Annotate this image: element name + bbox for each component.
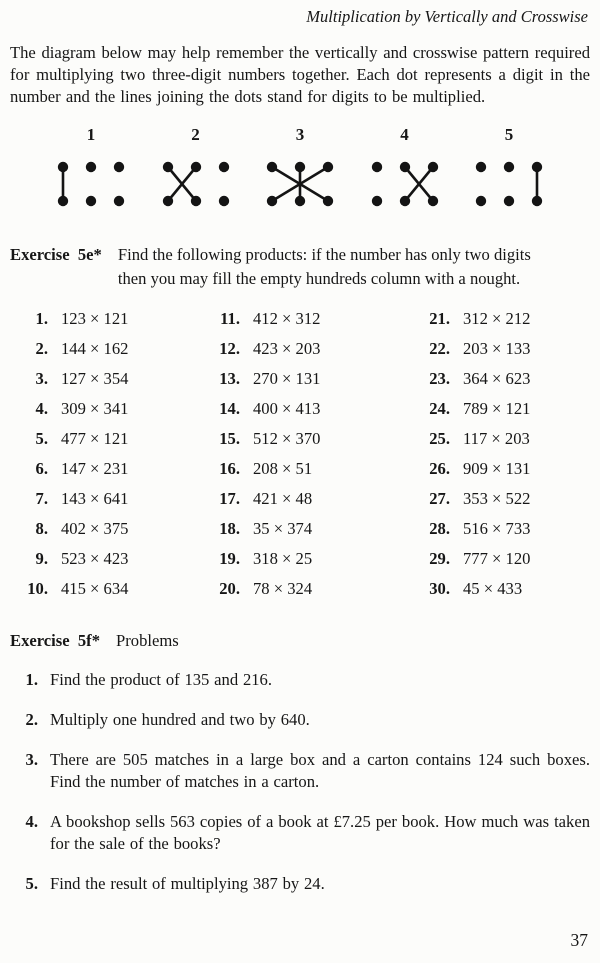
problem-item bbox=[204, 369, 414, 389]
problem-item bbox=[414, 399, 590, 419]
pattern-figure bbox=[159, 124, 233, 219]
pattern-label: 1 bbox=[86, 125, 96, 144]
problem-expression: 309 × 341 bbox=[61, 399, 129, 418]
exercise-5f-label: Exercise 5f* bbox=[10, 631, 101, 650]
instruction-line: then you may fill the empty hundreds column with a nought. bbox=[117, 269, 521, 288]
problem-item bbox=[204, 309, 414, 329]
problem-number: 22. bbox=[429, 339, 450, 358]
problem-number: 27. bbox=[429, 489, 450, 508]
problem-number: 9. bbox=[35, 549, 48, 568]
problem-expression: 78 × 324 bbox=[253, 579, 313, 598]
problem-number: 25. bbox=[429, 429, 450, 448]
problem-number: 28. bbox=[429, 519, 450, 538]
problem-expression: 364 × 623 bbox=[463, 369, 531, 388]
problem-item bbox=[414, 519, 590, 539]
problem-item bbox=[414, 369, 590, 389]
problem-expression: 402 × 375 bbox=[61, 519, 129, 538]
problem-number: 3. bbox=[25, 750, 38, 769]
problem-number: 15. bbox=[219, 429, 240, 448]
word-problem bbox=[10, 749, 590, 793]
problems-column-3 bbox=[414, 309, 590, 599]
problem-expression: 35 × 374 bbox=[253, 519, 313, 538]
problems-column-1 bbox=[12, 309, 204, 599]
intro-paragraph: The diagram below may help remember the vertically and crosswise pattern required for multiplying two three-digit numbers together. Each dot represents a digit in the number and the lines joining the dots stand for digits to be multiplied. bbox=[10, 43, 590, 106]
pattern-dots-svg bbox=[368, 152, 442, 214]
problem-item bbox=[12, 339, 204, 359]
problem-number: 29. bbox=[429, 549, 450, 568]
problem-item bbox=[414, 459, 590, 479]
problem-expression: 127 × 354 bbox=[61, 369, 129, 388]
exercise-5f-heading bbox=[10, 629, 590, 653]
running-head-title: Multiplication by Vertically and Crosswise bbox=[306, 7, 588, 26]
problem-expression: 777 × 120 bbox=[463, 549, 531, 568]
exercise-5e-heading bbox=[10, 243, 590, 291]
problem-expression: 412 × 312 bbox=[253, 309, 321, 328]
problem-number: 16. bbox=[219, 459, 240, 478]
problem-expression: 353 × 522 bbox=[463, 489, 531, 508]
problem-item bbox=[12, 399, 204, 419]
problem-text: Multiply one hundred and two by 640. bbox=[50, 710, 310, 729]
exercise-5e-instruction bbox=[118, 243, 531, 291]
problem-number: 3. bbox=[35, 369, 48, 388]
page-number: 37 bbox=[570, 930, 588, 950]
problem-number: 12. bbox=[219, 339, 240, 358]
problem-number: 5. bbox=[35, 429, 48, 448]
problem-text: Find the product of 135 and 216. bbox=[50, 670, 272, 689]
problem-expression: 512 × 370 bbox=[253, 429, 321, 448]
problem-number: 1. bbox=[25, 670, 38, 689]
problem-expression: 117 × 203 bbox=[463, 429, 530, 448]
problem-number: 2. bbox=[25, 710, 38, 729]
problem-item bbox=[414, 489, 590, 509]
pattern-figure bbox=[263, 124, 337, 219]
problem-number: 30. bbox=[429, 579, 450, 598]
problem-expression: 909 × 131 bbox=[463, 459, 531, 478]
problem-text: Find the result of multiplying 387 by 24. bbox=[50, 874, 325, 893]
problem-number: 8. bbox=[35, 519, 48, 538]
problem-item bbox=[414, 339, 590, 359]
problem-number: 7. bbox=[35, 489, 48, 508]
problem-expression: 477 × 121 bbox=[61, 429, 129, 448]
problem-item bbox=[12, 309, 204, 329]
problem-number: 4. bbox=[25, 812, 38, 831]
pattern-figure bbox=[368, 124, 442, 219]
problem-text: There are 505 matches in a large box and a carton contains 124 such boxes. Find the number of matches in a carton. bbox=[50, 750, 590, 791]
exercise-5e-label: Exercise 5e* bbox=[10, 245, 102, 264]
word-problem bbox=[10, 669, 590, 691]
problem-expression: 523 × 423 bbox=[61, 549, 129, 568]
problem-item bbox=[204, 549, 414, 569]
problem-text: A bookshop sells 563 copies of a book at £7.25 per book. How much was taken for the sale of the books? bbox=[50, 812, 590, 853]
problem-number: 13. bbox=[219, 369, 240, 388]
problem-item bbox=[204, 519, 414, 539]
problem-item bbox=[12, 369, 204, 389]
problem-number: 18. bbox=[219, 519, 240, 538]
problem-number: 11. bbox=[220, 309, 240, 328]
problem-expression: 123 × 121 bbox=[61, 309, 129, 328]
pattern-diagram bbox=[10, 124, 590, 219]
problem-number: 6. bbox=[35, 459, 48, 478]
pattern-dots-svg bbox=[159, 152, 233, 214]
problem-item bbox=[12, 459, 204, 479]
problems-column-2 bbox=[204, 309, 414, 599]
problem-number: 1. bbox=[35, 309, 48, 328]
pattern-dots-svg bbox=[263, 152, 337, 214]
problem-expression: 421 × 48 bbox=[253, 489, 313, 508]
word-problem bbox=[10, 811, 590, 855]
pattern-dots-svg bbox=[54, 152, 128, 214]
problem-number: 2. bbox=[35, 339, 48, 358]
problem-item bbox=[12, 489, 204, 509]
problem-item bbox=[414, 579, 590, 599]
problem-item bbox=[204, 399, 414, 419]
problem-item bbox=[12, 549, 204, 569]
pattern-dots-svg bbox=[472, 152, 546, 214]
problem-expression: 270 × 131 bbox=[253, 369, 321, 388]
problem-expression: 415 × 634 bbox=[61, 579, 129, 598]
problem-expression: 45 × 433 bbox=[463, 579, 523, 598]
problem-number: 24. bbox=[429, 399, 450, 418]
pattern-label: 4 bbox=[400, 125, 409, 144]
problem-item bbox=[414, 309, 590, 329]
problem-expression: 423 × 203 bbox=[253, 339, 321, 358]
word-problem bbox=[10, 709, 590, 731]
problem-number: 21. bbox=[429, 309, 450, 328]
problem-expression: 312 × 212 bbox=[463, 309, 531, 328]
problem-expression: 400 × 413 bbox=[253, 399, 321, 418]
problem-expression: 203 × 133 bbox=[463, 339, 531, 358]
problem-item bbox=[12, 429, 204, 449]
problem-expression: 516 × 733 bbox=[463, 519, 531, 538]
problem-number: 17. bbox=[219, 489, 240, 508]
problem-expression: 144 × 162 bbox=[61, 339, 129, 358]
problem-expression: 143 × 641 bbox=[61, 489, 129, 508]
problem-expression: 318 × 25 bbox=[253, 549, 313, 568]
pattern-label: 5 bbox=[504, 125, 514, 144]
problem-number: 4. bbox=[35, 399, 48, 418]
problem-number: 20. bbox=[219, 579, 240, 598]
problem-expression: 208 × 51 bbox=[253, 459, 313, 478]
pattern-label: 3 bbox=[295, 125, 305, 144]
problem-item bbox=[204, 489, 414, 509]
problem-number: 10. bbox=[27, 579, 48, 598]
problem-number: 23. bbox=[429, 369, 450, 388]
problem-item bbox=[414, 429, 590, 449]
problem-item bbox=[204, 459, 414, 479]
pattern-figure bbox=[472, 124, 546, 219]
exercise-5e-problem-grid bbox=[10, 309, 590, 599]
problem-number: 19. bbox=[219, 549, 240, 568]
problem-item bbox=[12, 579, 204, 599]
problem-item bbox=[204, 339, 414, 359]
word-problem bbox=[10, 873, 590, 895]
problem-expression: 147 × 231 bbox=[61, 459, 129, 478]
problem-number: 14. bbox=[219, 399, 240, 418]
pattern-figure bbox=[54, 124, 128, 219]
problem-number: 26. bbox=[429, 459, 450, 478]
problem-item bbox=[204, 429, 414, 449]
problem-number: 5. bbox=[25, 874, 38, 893]
instruction-line: Find the following products: if the number has only two digits bbox=[117, 245, 531, 264]
pattern-label: 2 bbox=[191, 125, 200, 144]
exercise-5f-problem-list bbox=[10, 669, 590, 895]
problem-expression: 789 × 121 bbox=[463, 399, 531, 418]
exercise-5f-subtitle: Problems bbox=[116, 631, 179, 650]
problem-item bbox=[12, 519, 204, 539]
problem-item bbox=[204, 579, 414, 599]
problem-item bbox=[414, 549, 590, 569]
